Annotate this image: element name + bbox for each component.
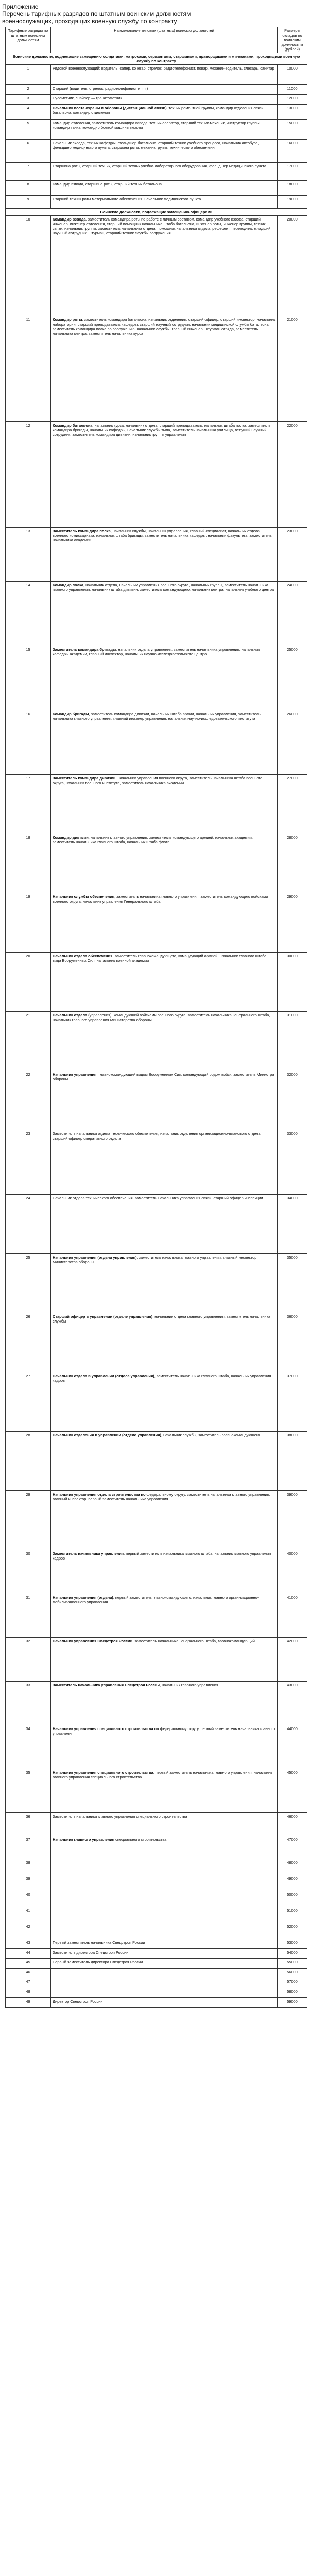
- salary-cell: 34000: [278, 1195, 307, 1254]
- position-cell: [51, 1491, 278, 1550]
- salary-cell: 10000: [278, 65, 307, 85]
- salary-cell: 23000: [278, 528, 307, 582]
- grade-cell: 29: [6, 1491, 51, 1550]
- table-row: [6, 1978, 307, 1988]
- table-body: [6, 53, 307, 2008]
- table-header-row: [6, 27, 307, 53]
- table-row: [6, 1959, 307, 1969]
- position-text: Старший техник роты материального обеспечения, начальник медицинского пункта: [53, 197, 201, 201]
- position-cell: [51, 105, 278, 120]
- position-text: Командир отделения, заместитель командира взвода, техник-оператор, старший техник-механик, инструктор группы, командир танка, командир боевой машины пехоты: [53, 121, 261, 130]
- salary-cell: 52000: [278, 1923, 307, 1939]
- position-text: , начальник отдела главного управления, заместитель начальника службы: [53, 1314, 271, 1324]
- document-title-line-1: Перечень тарифных разрядов по штатным воинским должностям: [2, 10, 191, 18]
- salary-cell: 25000: [278, 646, 307, 710]
- salary-cell: 58000: [278, 1988, 307, 1998]
- salary-cell: 31000: [278, 1012, 307, 1071]
- position-text: Командир взвода, старшина роты, старший техник батальона: [53, 182, 162, 187]
- position-cell: [51, 646, 278, 710]
- position-cell: [51, 1012, 278, 1071]
- grade-cell: 47: [6, 1978, 51, 1988]
- position-lead: Заместитель командира полка: [53, 529, 111, 533]
- salary-cell: 40000: [278, 1550, 307, 1594]
- document: [2, 3, 307, 2008]
- salary-cell: 12000: [278, 95, 307, 105]
- grade-cell: 27: [6, 1372, 51, 1432]
- salary-cell: 11000: [278, 85, 307, 95]
- grade-cell: 24: [6, 1195, 51, 1254]
- position-cell: [51, 1195, 278, 1254]
- grade-cell: 5: [6, 120, 51, 140]
- position-cell: [51, 1682, 278, 1725]
- salary-cell: 45000: [278, 1769, 307, 1813]
- appendix-label: Приложение: [2, 3, 39, 10]
- position-text: , заместитель командира батальона, начальник отделения, старший офицер, старший инспектор, начальник лаборатории, старший преподаватель кафедры, старший научный сотрудник, начальник медицинской службы батальона, заместитель командира полка по вооружению, начальник службы, главный инженер, штурман отряда, заместитель начальника центра, заместитель начальника курса: [53, 317, 276, 336]
- grade-cell: 4: [6, 105, 51, 120]
- column-header-grade: Тарифные разряды по штатным воинским должностям: [6, 27, 51, 53]
- table-row: [6, 1550, 307, 1594]
- position-cell: [51, 181, 278, 196]
- salary-cell: 32000: [278, 1071, 307, 1130]
- position-text: Старшина роты, старший техник, старший техник учебно-лабораторного оборудования, фельдшер медицинского пункта: [53, 164, 267, 168]
- grade-cell: 13: [6, 528, 51, 582]
- table-row: [6, 1923, 307, 1939]
- position-text: , первый заместитель начальника главного штаба, начальник главного управления кадров: [53, 1551, 271, 1561]
- salary-cell: 55000: [278, 1959, 307, 1969]
- grade-cell: 34: [6, 1725, 51, 1769]
- position-cell: [51, 216, 278, 316]
- grade-cell: 22: [6, 1071, 51, 1130]
- grade-cell: 32: [6, 1638, 51, 1682]
- position-lead: Начальник управления (отдела управления): [53, 1255, 137, 1260]
- position-cell: [51, 196, 278, 209]
- table-row: [6, 85, 307, 95]
- grade-cell: 35: [6, 1769, 51, 1813]
- position-lead: Начальник службы обеспечения: [53, 894, 115, 899]
- table-row: [6, 528, 307, 582]
- position-text: , заместитель командира роты по работе с личным составом, командир учебного взвода, старший инженер, инженер отделения, старший помощник начальника штаба батальона, инженер роты, инженер группы, техник связи, начальник группы, заместитель начальника отдела, помощник начальника отдела, референт, переводчик, младший научный сотрудник, штурман, старший техник службы вооружения: [53, 217, 271, 235]
- grade-cell: 23: [6, 1130, 51, 1195]
- position-cell: [51, 85, 278, 95]
- position-text: федеральному округу, первый заместитель начальника главного управления: [53, 1726, 276, 1736]
- salary-cell: 18000: [278, 181, 307, 196]
- grade-cell: 21: [6, 1012, 51, 1071]
- grade-cell: 11: [6, 316, 51, 422]
- position-lead: Командир батальона: [53, 423, 93, 428]
- grade-cell: 39: [6, 1875, 51, 1891]
- grade-cell: 19: [6, 893, 51, 953]
- salary-cell: 35000: [278, 1254, 307, 1313]
- table-row: [6, 181, 307, 196]
- table-row: [6, 120, 307, 140]
- position-cell: [51, 1813, 278, 1836]
- grade-cell: 28: [6, 1432, 51, 1491]
- table-row: [6, 1071, 307, 1130]
- position-text: , заместитель командира дивизии, начальник штаба армии, начальник управления, заместитель начальника главного управления, главный инженер управления, начальник научно-исследовательского института: [53, 711, 261, 721]
- grade-cell: 36: [6, 1813, 51, 1836]
- salary-cell: 13000: [278, 105, 307, 120]
- grade-cell: 37: [6, 1836, 51, 1859]
- grade-cell: 45: [6, 1959, 51, 1969]
- position-cell: [51, 1969, 278, 1978]
- position-text: , начальник главного управления: [160, 1683, 218, 1687]
- grade-cell: 6: [6, 140, 51, 163]
- salary-cell: 21000: [278, 316, 307, 422]
- salary-cell: 54000: [278, 1949, 307, 1959]
- position-text: Первый заместитель начальника Спецстроя России: [53, 1940, 145, 1945]
- grade-cell: 1: [6, 65, 51, 85]
- position-cell: [51, 1254, 278, 1313]
- grade-cell: 43: [6, 1939, 51, 1949]
- salary-cell: 22000: [278, 422, 307, 528]
- table-row: [6, 1907, 307, 1923]
- table-row: [6, 216, 307, 316]
- table-row: [6, 1432, 307, 1491]
- position-lead: Начальник отдела: [53, 1013, 88, 1018]
- table-row: [6, 582, 307, 646]
- position-lead: Заместитель начальника управления: [53, 1551, 124, 1556]
- position-lead: Заместитель командира дивизии: [53, 776, 116, 781]
- table-row: [6, 1313, 307, 1372]
- column-header-position: Наименование типовых (штатных) воинских должностей: [51, 27, 278, 53]
- position-text: , начальник службы, заместитель главнокомандующего: [161, 1433, 260, 1437]
- table-row: [6, 1836, 307, 1859]
- table-row: [6, 1813, 307, 1836]
- position-lead: Начальник управления (отдела): [53, 1595, 113, 1600]
- grade-cell: 17: [6, 775, 51, 834]
- table-row: [6, 140, 307, 163]
- grade-cell: 7: [6, 163, 51, 181]
- table-row: [6, 105, 307, 120]
- position-text: , заместитель начальника главного штаба, начальник управления кадров: [53, 1374, 271, 1383]
- grade-cell: 12: [6, 422, 51, 528]
- position-text: , заместитель начальника Генерального штаба, главнокомандующий: [132, 1639, 255, 1643]
- grade-cell: 48: [6, 1988, 51, 1998]
- position-text: , начальник отдела управления, заместитель начальника управления, начальник кафедры академии, главный инспектор, начальник научно-исследовательского центра: [53, 647, 260, 656]
- salary-cell: 29000: [278, 893, 307, 953]
- position-text: , начальник отдела, начальник управления военного округа, начальник группы, заместитель начальника главного управления, начальник штаба дивизии, заместитель командующего, начальник центра, начальник учебного центра: [53, 583, 274, 592]
- position-cell: [51, 710, 278, 775]
- table-row: [6, 893, 307, 953]
- position-text: , начальник службы, начальник управления, главный специалист, начальник отдела военного комиссариата, начальник штаба бригады, заместитель начальника кафедры, начальник факультета, заместитель начальника академии: [53, 529, 272, 543]
- position-cell: [51, 1939, 278, 1949]
- position-text: , главнокомандующий видом Вооруженных Сил, командующий родом войск, заместитель Министра обороны: [53, 1072, 274, 1081]
- position-text: , начальник главного управления, заместитель командующего армией, начальник академии, заместитель начальника главного штаба, начальник штаба флота: [53, 835, 253, 844]
- table-row: [6, 1875, 307, 1891]
- grade-cell: 18: [6, 834, 51, 893]
- position-text: Рядовой военнослужащий: водитель, сапер, кочегар, стрелок, радиотелефонист, повар, механик-водитель, слесарь, санитар: [53, 66, 274, 71]
- position-cell: [51, 893, 278, 953]
- position-cell: [51, 120, 278, 140]
- table-row: [6, 775, 307, 834]
- grade-cell: 33: [6, 1682, 51, 1725]
- grade-cell: 30: [6, 1550, 51, 1594]
- position-cell: [51, 1638, 278, 1682]
- grade-cell: 44: [6, 1949, 51, 1959]
- position-text: , заместитель главнокомандующего, командующий армией, начальник главного штаба вида Вооруженных Сил, начальник военной академии: [53, 954, 267, 963]
- position-cell: [51, 834, 278, 893]
- position-cell: [51, 1978, 278, 1988]
- position-cell: [51, 1891, 278, 1907]
- salary-cell: 53000: [278, 1939, 307, 1949]
- grade-cell: 9: [6, 196, 51, 209]
- position-text: Заместитель начальника отдела технического обеспечения, начальник отделения организационно-планового отдела, старший офицер оперативного отдела: [53, 1131, 262, 1141]
- table-row: [6, 1969, 307, 1978]
- salary-cell: 51000: [278, 1907, 307, 1923]
- salary-cell: 48000: [278, 1859, 307, 1875]
- table-row: [6, 1491, 307, 1550]
- salary-cell: 30000: [278, 953, 307, 1012]
- position-cell: [51, 1949, 278, 1959]
- document-header: [2, 3, 307, 25]
- table-row: [6, 65, 307, 85]
- position-cell: [51, 316, 278, 422]
- position-text: , первый заместитель главнокомандующего, начальник главного организационно-мобилизационного управления: [53, 1595, 259, 1604]
- position-text: Заместитель директора Спецстроя России: [53, 1950, 129, 1955]
- grade-cell: 20: [6, 953, 51, 1012]
- position-text: Директор Спецстроя России: [53, 1999, 103, 2004]
- salary-cell: 19000: [278, 196, 307, 209]
- position-text: Первый заместитель директора Спецстроя России: [53, 1960, 143, 1964]
- table-row: [6, 422, 307, 528]
- position-lead: Командир полка: [53, 583, 83, 587]
- position-text: , техник ремонтной группы, командир отделения связи батальона, командир отделения: [53, 106, 264, 115]
- grade-cell: 15: [6, 646, 51, 710]
- grade-cell: 26: [6, 1313, 51, 1372]
- table-row: [6, 316, 307, 422]
- position-cell: [51, 422, 278, 528]
- salary-cell: 15000: [278, 120, 307, 140]
- position-cell: [51, 1988, 278, 1998]
- grade-cell: 41: [6, 1907, 51, 1923]
- table-row: [6, 646, 307, 710]
- salary-cell: 44000: [278, 1725, 307, 1769]
- position-text: специального строительства: [114, 1837, 167, 1842]
- position-text: (управления), командующий войсками военного округа, заместитель начальника Генерального штаба, начальник главного управления Министерства обороны: [53, 1013, 270, 1022]
- position-cell: [51, 1859, 278, 1875]
- table-row: [6, 1372, 307, 1432]
- position-cell: [51, 1725, 278, 1769]
- position-cell: [51, 1372, 278, 1432]
- position-lead: Заместитель командира бригады: [53, 647, 116, 652]
- salary-cell: 27000: [278, 775, 307, 834]
- table-row: [6, 1939, 307, 1949]
- position-cell: [51, 1875, 278, 1891]
- salary-cell: 43000: [278, 1682, 307, 1725]
- document-title-line-2: военнослужащих, проходящих военную службу по контракту: [2, 18, 177, 25]
- position-lead: Начальник отдела в управлении (отделе управления): [53, 1374, 154, 1378]
- position-text: , заместитель начальника главного управления, заместитель командующего войсками военного округа, начальник управления Генерального штаба: [53, 894, 268, 904]
- salary-cell: 20000: [278, 216, 307, 316]
- salary-cell: 41000: [278, 1594, 307, 1638]
- grade-cell: 16: [6, 710, 51, 775]
- position-lead: Заместитель начальника управления Спецстроя России: [53, 1683, 160, 1687]
- grade-cell: 49: [6, 1998, 51, 2008]
- salary-cell: 39000: [278, 1491, 307, 1550]
- position-lead: Начальник отделения в управлении (отделе управления): [53, 1433, 161, 1437]
- table-row: [6, 710, 307, 775]
- position-lead: Старший офицер в управлении (отделе управления): [53, 1314, 153, 1319]
- table-row: [6, 1769, 307, 1813]
- section-title: Воинские должности, подлежащие замещению солдатами, матросами, сержантами, старшинами, прапорщиками и мичманами, проходящими военную службу по контракту: [6, 53, 307, 65]
- position-cell: [51, 1130, 278, 1195]
- position-cell: [51, 1907, 278, 1923]
- position-text: Начальник отдела технического обеспечения, заместитель начальника управления связи, старший офицер инспекции: [53, 1196, 263, 1200]
- grade-cell: 46: [6, 1969, 51, 1978]
- salary-cell: 28000: [278, 834, 307, 893]
- position-lead: Начальник управления специального строительства по: [53, 1726, 159, 1731]
- salary-cell: 42000: [278, 1638, 307, 1682]
- grade-cell: 3: [6, 95, 51, 105]
- position-lead: Начальник главного управления: [53, 1837, 115, 1842]
- table-row: [6, 1012, 307, 1071]
- position-cell: [51, 1594, 278, 1638]
- position-lead: Командир взвода: [53, 217, 86, 222]
- table-row: [6, 163, 307, 181]
- salary-cell: 50000: [278, 1891, 307, 1907]
- position-text: , начальник управления военного округа, заместитель начальника штаба военного округа, начальник военного института, заместитель начальника академии: [53, 776, 263, 785]
- salary-cell: 24000: [278, 582, 307, 646]
- position-cell: [51, 1959, 278, 1969]
- position-cell: [51, 1836, 278, 1859]
- position-text: , заместитель начальника главного управления, главный инспектор Министерства обороны: [53, 1255, 257, 1264]
- position-cell: [51, 582, 278, 646]
- position-cell: [51, 140, 278, 163]
- position-cell: [51, 1769, 278, 1813]
- position-lead: Командир дивизии: [53, 835, 89, 840]
- position-cell: [51, 1550, 278, 1594]
- salary-cell: 59000: [278, 1998, 307, 2008]
- grade-cell: 14: [6, 582, 51, 646]
- grade-cell: 8: [6, 181, 51, 196]
- salary-cell: 26000: [278, 710, 307, 775]
- salary-cell: 56000: [278, 1969, 307, 1978]
- table-row: [6, 1998, 307, 2008]
- salary-cell: 37000: [278, 1372, 307, 1432]
- table-row: [6, 1949, 307, 1959]
- table-row: [6, 1682, 307, 1725]
- position-lead: Начальник управления специального строительства: [53, 1770, 153, 1775]
- table-row: [6, 953, 307, 1012]
- table-row: [6, 1891, 307, 1907]
- table-row: [6, 1254, 307, 1313]
- salary-cell: 47000: [278, 1836, 307, 1859]
- section-row: [6, 209, 307, 216]
- position-lead: Начальник управления Спецстроя России: [53, 1639, 133, 1643]
- tariff-table: [5, 27, 307, 2008]
- grade-cell: 10: [6, 216, 51, 316]
- table-row: [6, 1594, 307, 1638]
- grade-cell: 42: [6, 1923, 51, 1939]
- column-header-salary: Размеры окладов по воинским должностям (рублей): [278, 27, 307, 53]
- position-lead: Командир бригады: [53, 711, 89, 716]
- position-cell: [51, 775, 278, 834]
- position-text: , начальник курса, начальник отдела, старший преподаватель, начальник штаба полка, заместитель командира бригады, начальник кафедры, начальник службы тыла, заместитель начальника училища, ведущий научный сотрудник, заместитель командира дивизии, начальник группы управления: [53, 423, 271, 437]
- position-text: Пулеметчик, снайпер — гранатометчик: [53, 96, 122, 100]
- grade-cell: 38: [6, 1859, 51, 1875]
- position-text: Старший (водитель, стрелок, радиотелефонист и т.п.): [53, 86, 148, 91]
- position-lead: Начальник управления отдела строительства по: [53, 1492, 146, 1497]
- table-row: [6, 1130, 307, 1195]
- position-cell: [51, 1998, 278, 2008]
- grade-cell: 2: [6, 85, 51, 95]
- position-text: Заместитель начальника главного управления специального строительства: [53, 1814, 187, 1819]
- position-cell: [51, 1071, 278, 1130]
- position-text: , первый заместитель начальника главного управления, начальник главного управления специального строительства: [53, 1770, 272, 1780]
- position-cell: [51, 953, 278, 1012]
- position-cell: [51, 163, 278, 181]
- grade-cell: 40: [6, 1891, 51, 1907]
- position-cell: [51, 528, 278, 582]
- table-row: [6, 1859, 307, 1875]
- salary-cell: 46000: [278, 1813, 307, 1836]
- table-row: [6, 196, 307, 209]
- salary-cell: 33000: [278, 1130, 307, 1195]
- position-text: Начальник склада, техник кафедры, фельдшер батальона, старший техник учебного процесса, начальник автобуса, фельдшер медицинского пункта, старшина роты, механик группы технического обеспечения: [53, 141, 259, 150]
- grade-cell: 25: [6, 1254, 51, 1313]
- position-cell: [51, 1313, 278, 1372]
- position-cell: [51, 1432, 278, 1491]
- table-row: [6, 1638, 307, 1682]
- table-row: [6, 95, 307, 105]
- salary-cell: 36000: [278, 1313, 307, 1372]
- position-text: федеральному округу, заместитель начальника главного управления, главный инспектор, первый заместитель начальника управления: [53, 1492, 270, 1501]
- salary-cell: 49000: [278, 1875, 307, 1891]
- salary-cell: 38000: [278, 1432, 307, 1491]
- position-lead: Командир роты: [53, 317, 82, 322]
- salary-cell: 16000: [278, 140, 307, 163]
- position-lead: Начальник управления: [53, 1072, 97, 1077]
- table-row: [6, 1725, 307, 1769]
- position-cell: [51, 65, 278, 85]
- section-row: [6, 53, 307, 65]
- salary-cell: 57000: [278, 1978, 307, 1988]
- table-row: [6, 1195, 307, 1254]
- position-cell: [51, 95, 278, 105]
- position-lead: Начальник отдела обеспечения: [53, 954, 113, 958]
- table-row: [6, 1988, 307, 1998]
- position-lead: Начальник поста охраны и обороны (дистанционной связи): [53, 106, 167, 110]
- table-row: [6, 834, 307, 893]
- position-cell: [51, 1923, 278, 1939]
- grade-cell: 31: [6, 1594, 51, 1638]
- salary-cell: 17000: [278, 163, 307, 181]
- section-title: Воинские должности, подлежащие замещению офицерами: [6, 209, 307, 216]
